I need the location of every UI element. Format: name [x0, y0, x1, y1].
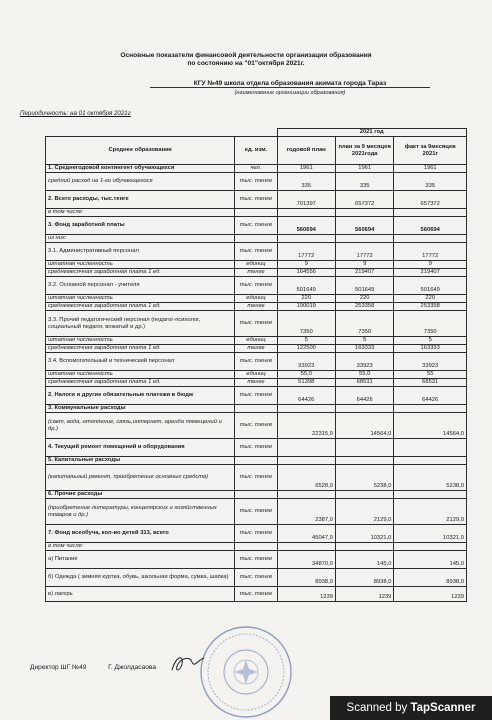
scanner-watermark: Scanned by TapScanner: [330, 696, 492, 720]
row-fact9-value: [394, 491, 467, 499]
row-plan9-value: 14564,0: [335, 413, 393, 439]
row-name: средний расход на 1-го обучающегося: [46, 173, 235, 191]
row-unit: тыс. тенге: [235, 353, 277, 371]
col-plan9-header: план за 9 месяцев 2021года: [335, 137, 393, 165]
row-plan9-value: 219407: [335, 269, 393, 277]
row-name: 3.2. Основной персонал - учителя: [46, 277, 235, 295]
row-unit: тыс. тенге: [235, 191, 277, 209]
row-plan9-value: 55,0: [335, 371, 393, 379]
row-plan-value: 190019: [277, 303, 335, 311]
row-unit: тыс. тенге: [235, 499, 277, 525]
row-plan-value: 220: [277, 295, 335, 303]
row-name: среднемесячная заработная плата 1 ед.: [46, 345, 235, 353]
row-name: а) Питание: [46, 551, 235, 569]
row-fact9-value: 1239: [394, 587, 467, 602]
row-fact9-value: [394, 209, 467, 217]
row-fact9-value: 220: [394, 295, 467, 303]
row-name: (свет, вода, отопление, связь,интернет, аренда помещений и др.): [46, 413, 235, 439]
footer-signature-line: [30, 664, 156, 671]
row-plan-value: 2387,0: [277, 499, 335, 525]
table-row: [46, 303, 467, 311]
row-unit: тыс. тенге: [235, 439, 277, 457]
row-fact9-value: 10321,0: [394, 525, 467, 543]
row-plan9-value: 33923: [335, 353, 393, 371]
row-fact9-value: [394, 235, 467, 243]
row-fact9-value: 253358: [394, 303, 467, 311]
table-row: [46, 173, 467, 191]
row-fact9-value: 163333: [394, 345, 467, 353]
row-unit: [235, 543, 277, 551]
row-unit: тыс. тенге: [235, 311, 277, 337]
row-fact9-value: 5: [394, 337, 467, 345]
row-fact9-value: 33923: [394, 353, 467, 371]
row-plan9-value: 5: [335, 337, 393, 345]
row-fact9-value: 68531: [394, 379, 467, 387]
report-title-line2: по состоянию на "01"октября 2021г.: [187, 60, 305, 67]
row-fact9-value: 14564,0: [394, 413, 467, 439]
row-plan9-value: 253358: [335, 303, 393, 311]
row-plan-value: 6528,0: [277, 465, 335, 491]
row-name: 3.4. Вспомогательный и технический персонал: [46, 353, 235, 371]
row-name: среднемесячная заработная плата 1 ед.: [46, 379, 235, 387]
organization-caption: (наименование организации образования): [234, 90, 346, 96]
row-name: среднемесячная заработная плата 1 ед.: [46, 269, 235, 277]
row-plan-value: [277, 457, 335, 465]
table-row: [46, 587, 467, 602]
row-fact9-value: 9: [394, 261, 467, 269]
financial-table: [45, 128, 467, 602]
row-unit: тыс. тенге: [235, 243, 277, 261]
row-plan-value: 51398: [277, 379, 335, 387]
table-row: [46, 439, 467, 457]
row-plan-value: 34870,0: [277, 551, 335, 569]
row-fact9-value: [394, 543, 467, 551]
row-plan-value: 701397: [277, 191, 335, 209]
table-row: [46, 217, 467, 235]
row-fact9-value: [394, 439, 467, 457]
row-unit: единиц: [235, 261, 277, 269]
row-plan9-value: 64426: [335, 387, 393, 405]
row-plan-value: 8938,0: [277, 569, 335, 587]
row-plan9-value: 10321,0: [335, 525, 393, 543]
row-plan-value: [277, 405, 335, 413]
row-name: среднемесячная заработная плата 1 ед.: [46, 303, 235, 311]
table-row: [46, 491, 467, 499]
table-row: [46, 295, 467, 303]
director-signature: [168, 652, 208, 676]
row-plan9-value: [335, 491, 393, 499]
row-plan9-value: 335: [335, 173, 393, 191]
row-unit: тыс. тенге: [235, 569, 277, 587]
table-row: [46, 261, 467, 269]
row-plan-value: [277, 209, 335, 217]
row-name: в) лагерь: [46, 587, 235, 602]
director-label: Директор ШГ №49: [30, 664, 87, 671]
row-unit: [235, 491, 277, 499]
row-fact9-value: 8938,0: [394, 569, 467, 587]
row-name: (приобретение литературы, канцелярских и хозяйственных товаров и др.): [46, 499, 235, 525]
row-plan9-value: 220: [335, 295, 393, 303]
row-unit: [235, 457, 277, 465]
row-fact9-value: 1961: [394, 165, 467, 173]
row-unit: единиц: [235, 371, 277, 379]
row-name: б) Одежда ( зимняя куртка, обувь, школьная форма, сумка, шапка): [46, 569, 235, 587]
row-plan9-value: [335, 235, 393, 243]
table-row: [46, 405, 467, 413]
periodicity: Периодичность: на 01 октября 2021г: [20, 110, 131, 117]
row-unit: тыс. тенге: [235, 413, 277, 439]
row-unit: тыс. тенге: [235, 525, 277, 543]
table-row: [46, 551, 467, 569]
row-name: 3.1. Административный персонал: [46, 243, 235, 261]
row-name: 2. Налоги и другие обязательные платежи в бюдж: [46, 387, 235, 405]
table-row: [46, 337, 467, 345]
row-name: 3. Коммунальные расходы: [46, 405, 235, 413]
row-plan9-value: 560694: [335, 217, 393, 235]
row-plan9-value: 657372: [335, 191, 393, 209]
table-row: [46, 465, 467, 491]
row-plan9-value: 5238,0: [335, 465, 393, 491]
row-fact9-value: 335: [394, 173, 467, 191]
row-plan-value: 164556: [277, 269, 335, 277]
row-plan9-value: 68531: [335, 379, 393, 387]
row-unit: тыс. тенге: [235, 551, 277, 569]
row-unit: [235, 209, 277, 217]
row-plan-value: 560694: [277, 217, 335, 235]
row-plan9-value: 501649: [335, 277, 393, 295]
table-row: [46, 209, 467, 217]
table-row: [46, 371, 467, 379]
row-plan-value: 33923: [277, 353, 335, 371]
row-name: 6. Прочие расходы: [46, 491, 235, 499]
col-plan-header: годовой план: [277, 137, 335, 165]
row-plan-value: 5: [277, 337, 335, 345]
row-unit: тенге: [235, 345, 277, 353]
row-fact9-value: 17772: [394, 243, 467, 261]
row-plan-value: 17772: [277, 243, 335, 261]
row-plan-value: 122500: [277, 345, 335, 353]
table-row: [46, 345, 467, 353]
row-plan9-value: 145,0: [335, 551, 393, 569]
row-fact9-value: 7350: [394, 311, 467, 337]
row-plan9-value: [335, 209, 393, 217]
row-name: штатная численность: [46, 371, 235, 379]
row-fact9-value: 64426: [394, 387, 467, 405]
table-row: [46, 413, 467, 439]
row-fact9-value: 501649: [394, 277, 467, 295]
row-fact9-value: 219407: [394, 269, 467, 277]
row-plan-value: 7350: [277, 311, 335, 337]
row-name: 5. Капитальные расходы: [46, 457, 235, 465]
row-name: 1. Среднегодовой контингент обучающихся: [46, 165, 235, 173]
row-plan-value: [277, 491, 335, 499]
row-unit: единиц: [235, 337, 277, 345]
row-name: в том числе:: [46, 543, 235, 551]
row-fact9-value: [394, 457, 467, 465]
row-plan-value: [277, 543, 335, 551]
row-plan9-value: 17772: [335, 243, 393, 261]
year-header: 2021 год: [277, 129, 466, 137]
row-fact9-value: [394, 405, 467, 413]
row-plan9-value: 2129,0: [335, 499, 393, 525]
row-unit: чел.: [235, 165, 277, 173]
row-plan9-value: 163333: [335, 345, 393, 353]
col-unit-header: ед. изм.: [235, 137, 277, 165]
table-row: [46, 387, 467, 405]
row-name: 2. Всего расходы, тыс.тенге: [46, 191, 235, 209]
row-plan-value: 55,0: [277, 371, 335, 379]
row-name: 3.3. Прочий педагогический персонал (педагог-психолог, социальный педагог, вожатый и др.): [46, 311, 235, 337]
table-row: [46, 165, 467, 173]
row-plan9-value: [335, 457, 393, 465]
row-fact9-value: 560694: [394, 217, 467, 235]
row-unit: [235, 235, 277, 243]
row-name: из них:: [46, 235, 235, 243]
row-unit: тенге: [235, 303, 277, 311]
table-row: [46, 235, 467, 243]
row-unit: тенге: [235, 269, 277, 277]
row-plan9-value: 1961: [335, 165, 393, 173]
organization-name: КГУ №49 школа отдела образования акимата города Тараз: [150, 80, 430, 88]
table-row: [46, 499, 467, 525]
row-unit: тыс. тенге: [235, 587, 277, 602]
row-plan-value: 335: [277, 173, 335, 191]
table-row: [46, 379, 467, 387]
row-plan-value: 1239: [277, 587, 335, 602]
table-row: [46, 311, 467, 337]
row-plan9-value: [335, 405, 393, 413]
table-row: [46, 525, 467, 543]
row-fact9-value: 55: [394, 371, 467, 379]
row-unit: тыс. тенге: [235, 387, 277, 405]
row-plan9-value: [335, 439, 393, 457]
row-name: (капитальный ремонт, приобретение основных средств): [46, 465, 235, 491]
row-plan-value: 22315,0: [277, 413, 335, 439]
row-name: 3. Фонд заработной платы: [46, 217, 235, 235]
row-fact9-value: 2129,0: [394, 499, 467, 525]
row-fact9-value: 657372: [394, 191, 467, 209]
row-plan-value: 1961: [277, 165, 335, 173]
table-row: [46, 191, 467, 209]
table-row: [46, 353, 467, 371]
row-name: штатная численность: [46, 337, 235, 345]
col-fact9-header: факт за 9месяцев 2021г: [394, 137, 467, 165]
table-row: [46, 543, 467, 551]
row-name: 7. Фонд всеобуча, кол-во детей 313, всего: [46, 525, 235, 543]
table-row: [46, 269, 467, 277]
col-name-header: Среднее образование: [46, 137, 235, 165]
row-name: штатная численность: [46, 261, 235, 269]
director-name: Г. Джолдасаова: [108, 664, 157, 671]
row-plan9-value: 1239: [335, 587, 393, 602]
row-name: штатная численность: [46, 295, 235, 303]
row-unit: [235, 405, 277, 413]
round-seal-stamp: [196, 624, 296, 720]
table-row: [46, 277, 467, 295]
row-plan9-value: 8938,0: [335, 569, 393, 587]
table-row: [46, 569, 467, 587]
row-plan9-value: 7350: [335, 311, 393, 337]
row-name: в том числе:: [46, 209, 235, 217]
row-unit: тыс. тенге: [235, 277, 277, 295]
row-plan9-value: 9: [335, 261, 393, 269]
row-plan-value: 64426: [277, 387, 335, 405]
table-row: [46, 243, 467, 261]
row-unit: тыс. тенге: [235, 465, 277, 491]
table-row: [46, 457, 467, 465]
row-plan-value: [277, 235, 335, 243]
row-plan-value: 45047,0: [277, 525, 335, 543]
row-unit: тыс. тенге: [235, 173, 277, 191]
row-unit: тыс. тенге: [235, 217, 277, 235]
row-plan-value: [277, 439, 335, 457]
row-plan9-value: [335, 543, 393, 551]
row-unit: единиц: [235, 295, 277, 303]
row-plan-value: 501649: [277, 277, 335, 295]
row-fact9-value: 145,0: [394, 551, 467, 569]
report-title-line1: Основные показатели финансовой деятельности организации образования: [120, 52, 372, 59]
row-plan-value: 9: [277, 261, 335, 269]
row-fact9-value: 5238,0: [394, 465, 467, 491]
row-unit: тенге: [235, 379, 277, 387]
row-name: 4. Текущий ремонт помещений и оборудования: [46, 439, 235, 457]
